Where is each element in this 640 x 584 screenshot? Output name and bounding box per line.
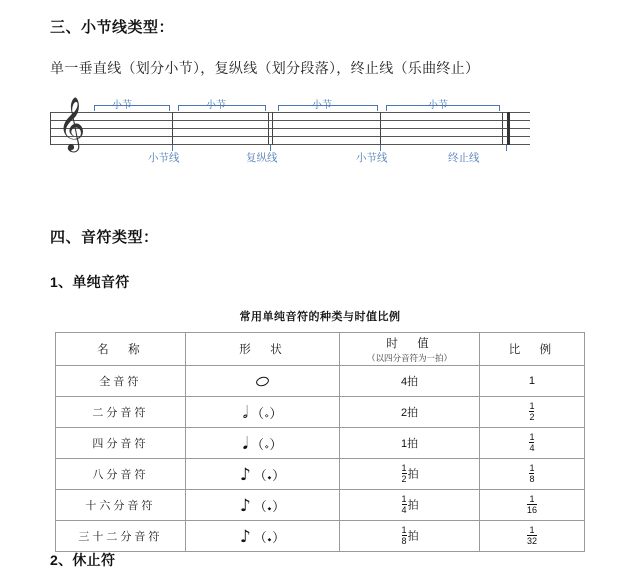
thirtysecond-note-icon: ♪ (239, 526, 251, 547)
cell-value: 4拍 (340, 366, 480, 397)
whole-note-icon (255, 375, 270, 387)
subsection-simple-notes: 1、单纯音符 (50, 274, 130, 290)
cell-ratio (479, 428, 584, 459)
cell-name: 全音符 (56, 366, 186, 397)
cell-name: 四分音符 (56, 428, 186, 459)
callout-tick-4 (506, 145, 507, 151)
staff-line (50, 112, 530, 113)
cell-shape (185, 366, 339, 397)
eighth-note-down-icon: 𝆺 (266, 464, 273, 485)
ratio-fraction: $\frac{1}{2}$ (529, 400, 535, 422)
measure-label-1: 小节 (112, 100, 132, 111)
half-note-icon: 𝅗𝅥 (242, 402, 248, 423)
measure-bracket-1 (94, 105, 170, 111)
cell-ratio (479, 490, 584, 521)
ratio-fraction: $\frac{1}{4}$ (529, 431, 535, 453)
cell-ratio (479, 521, 584, 552)
shape-paren-close: ） (272, 529, 286, 545)
cell-value: 2拍 (340, 397, 480, 428)
barline-paragraph: 单一垂直线（划分小节），复纵线（划分段落），终止线（乐曲终止） (50, 60, 480, 76)
note-value-table (55, 332, 585, 552)
eighth-note-icon: ♪ (239, 464, 251, 485)
sixteenth-note-icon: ♪ (239, 495, 251, 516)
staff-line (50, 128, 530, 129)
cell-shape (185, 459, 339, 490)
table-row (56, 428, 585, 459)
cell-shape (185, 428, 339, 459)
table-caption: 常用单纯音符的种类与时值比例 (239, 311, 401, 323)
half-note-down-icon: 𝆹 (264, 402, 270, 423)
treble-clef-icon: 𝄞 (58, 96, 86, 150)
callout-label-barline-1: 小节线 (148, 152, 180, 164)
cell-name: 三十二分音符 (56, 521, 186, 552)
callout-label-barline-2: 小节线 (356, 152, 388, 164)
value-fraction: $\frac{1}{2}$ (401, 462, 407, 484)
barline-double-b (272, 112, 273, 145)
shape-paren-open: （ (253, 498, 267, 514)
section-heading-notes: 四、音符类型： (50, 229, 159, 246)
header-value: 时 值 （以四分音符为一拍） (340, 333, 480, 366)
measure-label-4: 小节 (428, 100, 448, 111)
value-fraction: $\frac{1}{8}$ (401, 524, 407, 546)
staff-lines (50, 112, 530, 144)
table-row (56, 521, 585, 552)
ratio-fraction: $\frac{1}{32}$ (526, 524, 537, 546)
measure-label-3: 小节 (312, 100, 332, 111)
section-heading-barline: 三、小节线类型： (50, 19, 175, 36)
barline-final-thick (507, 112, 510, 145)
shape-paren-open: （ (251, 405, 265, 421)
table-row (56, 397, 585, 428)
staff-edge-left (50, 112, 51, 145)
sixteenth-note-down-icon: 𝆺 (266, 495, 273, 516)
shape-paren-close: ） (269, 405, 283, 421)
header-ratio: 比 例 (479, 333, 584, 366)
shape-paren-close: ） (269, 436, 283, 452)
cell-value: 1拍 (340, 428, 480, 459)
table-row (56, 366, 585, 397)
shape-paren-open: （ (251, 436, 265, 452)
cell-value: $\frac{1}{8}$ 拍 (340, 521, 480, 552)
table-row (56, 459, 585, 490)
shape-paren-close: ） (272, 467, 286, 483)
staff-line (50, 120, 530, 121)
cell-value: $\frac{1}{2}$ 拍 (340, 459, 480, 490)
value-fraction: $\frac{1}{4}$ (401, 493, 407, 515)
shape-paren-open: （ (253, 529, 267, 545)
table-header-row (56, 333, 585, 366)
shape-paren-close: ） (272, 498, 286, 514)
ratio-fraction: $\frac{1}{16}$ (526, 493, 537, 515)
callout-label-final-bar: 终止线 (448, 152, 480, 164)
cell-shape (185, 490, 339, 521)
barline-single-2 (380, 112, 381, 145)
cell-shape (185, 397, 339, 428)
cell-shape (185, 521, 339, 552)
table-row (56, 490, 585, 521)
shape-paren-open: （ (253, 467, 267, 483)
staff-figure (50, 96, 530, 168)
thirtysecond-note-down-icon: 𝆺 (266, 526, 273, 547)
barline-final-thin (502, 112, 503, 145)
quarter-note-down-icon: 𝆹 (264, 433, 270, 454)
header-shape: 形 状 (185, 333, 339, 366)
callout-label-double-bar: 复纵线 (246, 152, 278, 164)
cell-value: $\frac{1}{4}$ 拍 (340, 490, 480, 521)
staff-line (50, 136, 530, 137)
quarter-note-icon: 𝅘𝅥 (242, 433, 248, 454)
cell-name: 二分音符 (56, 397, 186, 428)
cell-name: 八分音符 (56, 459, 186, 490)
cell-ratio (479, 397, 584, 428)
cell-ratio (479, 459, 584, 490)
subsection-rests: 2、休止符 (50, 552, 116, 568)
barline-double-a (268, 112, 269, 145)
ratio-fraction: $\frac{1}{8}$ (529, 462, 535, 484)
measure-label-2: 小节 (206, 100, 226, 111)
staff-line (50, 144, 530, 145)
barline-single-1 (172, 112, 173, 145)
cell-ratio: 1 (479, 366, 584, 397)
header-name: 名 称 (56, 333, 186, 366)
cell-name: 十六分音符 (56, 490, 186, 521)
